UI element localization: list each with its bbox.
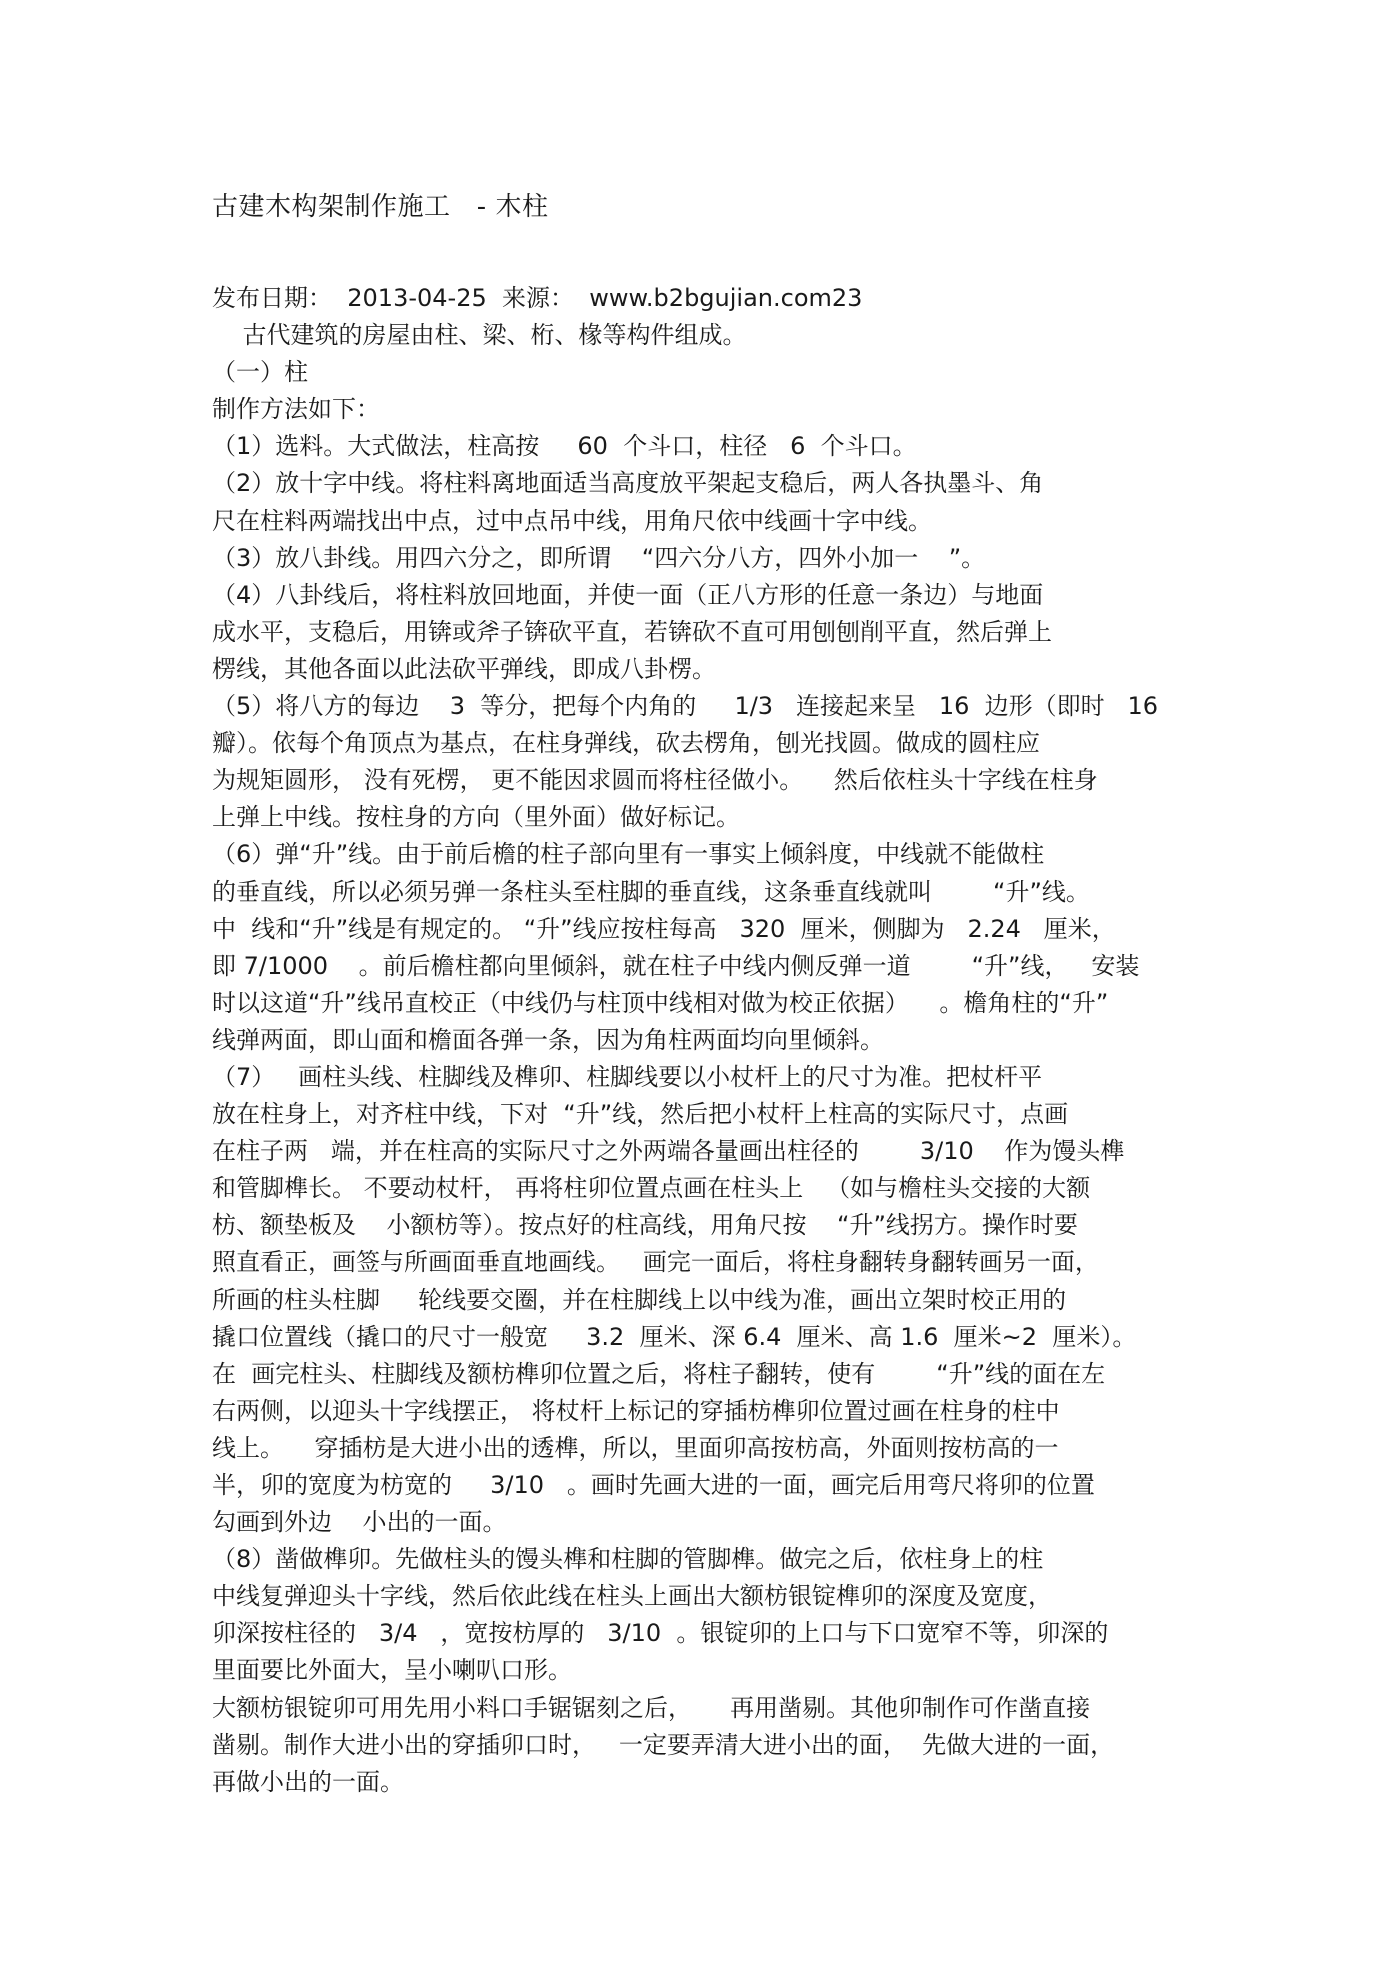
text-line: 中线复弹迎头十字线，然后依此线在柱头上画出大额枋银锭榫卯的深度及宽度，	[212, 1582, 1052, 1611]
text-line: 线上。 穿插枋是大进小出的透榫，所以，里面卯高按枋高，外面则按枋高的一	[212, 1433, 1059, 1462]
text-line: 尺在柱料两端找出中点，过中点吊中线，用角尺依中线画十字中线。	[212, 506, 932, 535]
text-line: （8）凿做榫卯。先做柱头的馒头榫和柱脚的管脚榫。做完之后，依柱身上的柱	[212, 1545, 1044, 1574]
text-line: 放在柱身上，对齐柱中线，下对 “升”线，然后把小杖杆上柱高的实际尺寸，点画	[212, 1100, 1069, 1129]
text-line: （6）弹“升”线。由于前后檐的柱子部向里有一事实上倾斜度，中线就不能做柱	[212, 840, 1045, 869]
text-line: 所画的柱头柱脚 轮线要交圈，并在柱脚线上以中线为准，画出立架时校正用的	[212, 1285, 1067, 1314]
text-line: （一）柱	[212, 358, 308, 387]
text-line: 为规矩圆形， 没有死楞， 更不能因求圆而将柱径做小。 然后依柱头十字线在柱身	[212, 766, 1098, 795]
text-line: 的垂直线，所以必须另弹一条柱头至柱脚的垂直线，这条垂直线就叫 “升”线。	[212, 877, 1090, 906]
text-line: 照直看正，画签与所画面垂直地画线。 画完一面后，将柱身翻转身翻转画另一面，	[212, 1248, 1099, 1277]
text-line: 大额枋银锭卯可用先用小料口手锯锯刻之后， 再用凿剔。其他卯制作可作凿直接	[212, 1693, 1091, 1722]
text-line: 发布日期： 2013-04-25 来源： www.b2bgujian.com23	[212, 284, 863, 312]
text-line: 撬口位置线（撬口的尺寸一般宽 3.2 厘米、深 6.4 厘米、高 1.6 厘米~2 厘米）。	[212, 1322, 1137, 1351]
text-line: 半，卯的宽度为枋宽的 3/10 。画时先画大进的一面，画完后用弯尺将卯的位置	[212, 1471, 1095, 1499]
text-line: （2）放十字中线。将柱料离地面适当高度放平架起支稳后，两人各执墨斗、角	[212, 469, 1044, 498]
text-line: 中 线和“升”线是有规定的。 “升”线应按柱每高 320 厘米，侧脚为 2.24 厘米，	[212, 914, 1116, 943]
text-line: 成水平，支稳后，用锛或斧子锛砍平直，若锛砍不直可用刨刨削平直，然后弹上	[212, 617, 1052, 646]
text-line: 线弹两面，即山面和檐面各弹一条，因为角柱两面均向里倾斜。	[212, 1025, 884, 1054]
text-line: 卯深按柱径的 3/4 ，宽按枋厚的 3/10 。银锭卯的上口与下口宽窄不等，卯深的	[212, 1619, 1109, 1648]
text-line: 时以这道“升”线吊直校正（中线仍与柱顶中线相对做为校正依据） 。檐角柱的“升”	[212, 988, 1109, 1017]
document-title: 古建木构架制作施工 - 木柱	[212, 192, 549, 222]
text-line: 制作方法如下：	[212, 395, 380, 424]
text-line: 里面要比外面大，呈小喇叭口形。	[212, 1656, 572, 1685]
document-body	[212, 280, 1212, 1801]
text-line: （1）选料。大式做法，柱高按 60 个斗口，柱径 6 个斗口。	[212, 432, 917, 461]
text-line: 古代建筑的房屋由柱、梁、桁、椽等构件组成。	[212, 321, 747, 350]
text-line: （5）将八方的每边 3 等分，把每个内角的 1/3 连接起来呈 16 边形（即时 16	[212, 692, 1159, 721]
text-line: （3）放八卦线。用四六分之，即所谓 “四六分八方，四外小加一 ”。	[212, 543, 986, 572]
text-line: 和管脚榫长。 不要动杖杆， 再将柱卯位置点画在柱头上 （如与檐柱头交接的大额	[212, 1174, 1091, 1203]
text-line: 右两侧，以迎头十字线摆正， 将杖杆上标记的穿插枋榫卯位置过画在柱身的柱中	[212, 1396, 1060, 1425]
text-line: 上弹上中线。按柱身的方向（里外面）做好标记。	[212, 803, 740, 832]
text-line: 即 7/1000 。前后檐柱都向里倾斜，就在柱子中线内侧反弹一道 “升”线， 安装	[212, 951, 1140, 980]
text-line: 枋、额垫板及 小额枋等）。按点好的柱高线，用角尺按 “升”线拐方。操作时要	[212, 1211, 1078, 1240]
text-line: 楞线，其他各面以此法砍平弹线，即成八卦楞。	[212, 654, 716, 683]
text-line: 在柱子两 端，并在柱高的实际尺寸之外两端各量画出柱径的 3/10 作为馒头榫	[212, 1137, 1125, 1166]
text-line: （7） 画柱头线、柱脚线及榫卯、柱脚线要以小杖杆上的尺寸为准。把杖杆平	[212, 1062, 1043, 1091]
text-line: 再做小出的一面。	[212, 1767, 404, 1796]
text-line: （4）八卦线后，将柱料放回地面，并使一面（正八方形的任意一条边）与地面	[212, 580, 1044, 609]
text-line: 在 画完柱头、柱脚线及额枋榫卯位置之后，将柱子翻转，使有 “升”线的面在左	[212, 1359, 1106, 1388]
text-line: 凿剔。制作大进小出的穿插卯口时， 一定要弄清大进小出的面， 先做大进的一面，	[212, 1730, 1115, 1759]
text-line: 瓣）。依每个角顶点为基点，在柱身弹线，砍去楞角，刨光找圆。做成的圆柱应	[212, 729, 1040, 758]
text-line: 勾画到外边 小出的一面。	[212, 1508, 507, 1537]
